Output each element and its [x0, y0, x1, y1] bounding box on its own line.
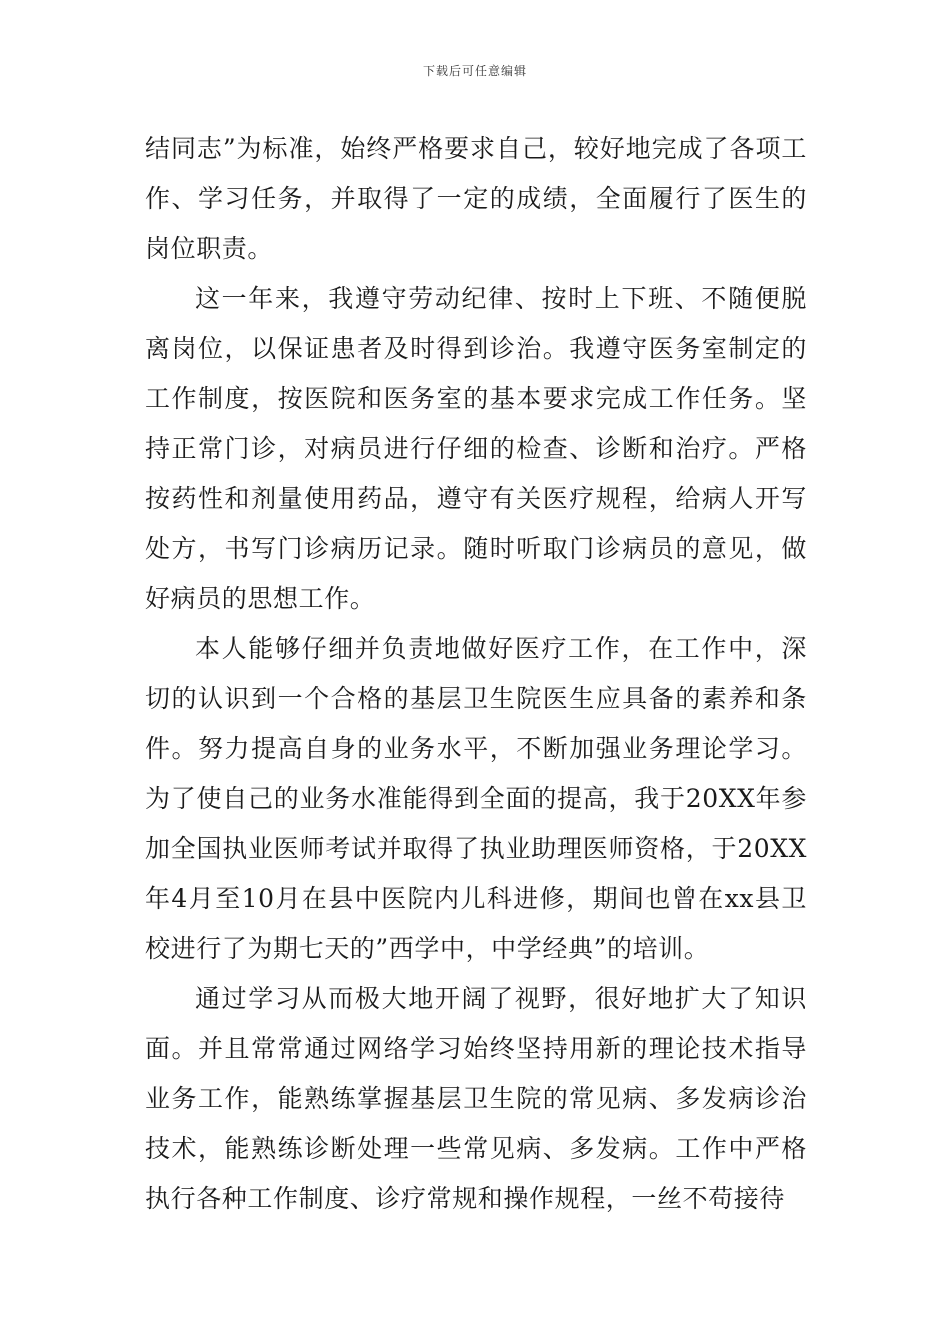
document-body	[145, 124, 807, 1224]
paragraph-1: 结同志”为标准，始终严格要求自己，较好地完成了各项工作、学习任务，并取得了一定的成绩，全面履行了医生的岗位职责。	[145, 134, 807, 263]
page-header: 下载后可任意编辑	[422, 64, 527, 78]
paragraph-3: 本人能够仔细并负责地做好医疗工作，在工作中，深切的认识到一个合格的基层卫生院医生应具备的素养和条件。努力提高自身的业务水平，不断加强业务理论学习。为了使自己的业务水准能得到全面的提高，我于20XX年参加全国执业医师考试并取得了执业助理医师资格，于20XX年4月至10月在县中医院内儿科进修，期间也曾在xx县卫校进行了为期七天的”西学中，中学经典”的培训。	[145, 634, 807, 963]
paragraph-2: 这一年来，我遵守劳动纪律、按时上下班、不随便脱离岗位，以保证患者及时得到诊治。我遵守医务室制定的工作制度，按医院和医务室的基本要求完成工作任务。坚持正常门诊，对病员进行仔细的检查、诊断和治疗。严格按药性和剂量使用药品，遵守有关医疗规程，给病人开写处方，书写门诊病历记录。随时听取门诊病员的意见，做好病员的思想工作。	[145, 284, 807, 613]
paragraph-4: 通过学习从而极大地开阔了视野，很好地扩大了知识面。并且常常通过网络学习始终坚持用新的理论技术指导业务工作，能熟练掌握基层卫生院的常见病、多发病诊治技术，能熟练诊断处理一些常见病、多发病。工作中严格执行各种工作制度、诊疗常规和操作规程，一丝不苟接待	[145, 984, 807, 1213]
